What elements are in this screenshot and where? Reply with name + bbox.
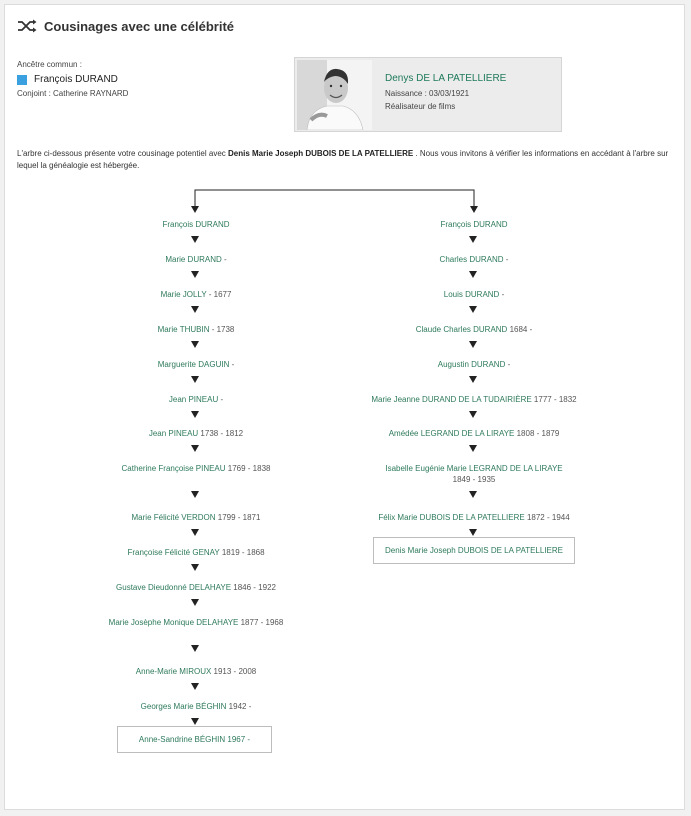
person-dates: - (499, 289, 505, 299)
person-node[interactable] (66, 463, 326, 474)
down-arrow-icon (469, 376, 477, 383)
person-dates: 1738 - 1812 (198, 429, 244, 439)
person-name[interactable]: François DURAND (440, 220, 508, 229)
person-dates: - (221, 254, 227, 264)
person-dates: 1799 - 1871 (215, 513, 261, 523)
person-name[interactable]: Jean PINEAU (168, 394, 219, 404)
person-name[interactable]: Isabelle Eugénie Marie LEGRAND DE LA LIRAYE (385, 464, 563, 474)
person-name[interactable]: Marie JOLLY (160, 289, 207, 299)
person-dates: 1777 - 1832 (531, 394, 577, 404)
down-arrow-icon (469, 411, 477, 418)
person-node[interactable] (66, 547, 326, 558)
person-node[interactable] (66, 617, 326, 628)
down-arrow-icon (469, 341, 477, 348)
branch-connector (5, 5, 686, 220)
person-node[interactable] (66, 324, 326, 335)
person-dates: - (229, 359, 235, 369)
person-name[interactable]: François DURAND (162, 220, 230, 229)
person-name[interactable]: Françoise Félicité GENAY (127, 548, 220, 558)
person-node[interactable] (66, 219, 326, 230)
person-node[interactable] (344, 289, 604, 300)
person-dates: - (503, 254, 509, 264)
person-name[interactable]: Jean PINEAU (148, 429, 199, 439)
celebrity-birth: Naissance : 03/03/1921 (385, 89, 470, 98)
person-name[interactable]: Claude Charles DURAND (415, 324, 508, 334)
down-arrow-icon (469, 529, 477, 536)
person-name[interactable]: Gustave Dieudonné DELAHAYE (116, 583, 232, 592)
person-name[interactable]: Charles DURAND (439, 254, 504, 264)
person-name[interactable]: Augustin DURAND (437, 359, 506, 369)
celebrity-profession: Réalisateur de films (385, 102, 456, 111)
person-dates: 1877 - 1968 (238, 617, 284, 627)
person-dates: 1846 - 1922 (231, 583, 276, 592)
person-node[interactable] (66, 512, 326, 523)
person-node[interactable] (66, 701, 326, 712)
final-person-box[interactable] (373, 537, 575, 564)
person-name[interactable]: Anne-Marie MIROUX (135, 666, 212, 676)
person-node[interactable] (344, 512, 604, 523)
person-dates: - (505, 359, 511, 369)
person-node[interactable] (66, 394, 326, 405)
person-name[interactable]: Marie THUBIN (157, 324, 210, 334)
person-node[interactable] (66, 582, 326, 593)
down-arrow-icon (191, 491, 199, 498)
person-node[interactable] (344, 359, 604, 370)
person-dates: 1872 - 1944 (524, 513, 570, 523)
person-name[interactable]: Marie Félicité VERDON (131, 513, 216, 523)
down-arrow-icon (191, 376, 199, 383)
down-arrow-icon (469, 236, 477, 243)
person-node[interactable] (344, 254, 604, 265)
down-arrow-icon (191, 445, 199, 452)
down-arrow-icon (191, 564, 199, 571)
person-name[interactable]: Marguerite DAGUIN (157, 359, 230, 369)
intro-person: Denis Marie Joseph DUBOIS DE LA PATELLIERE (227, 149, 414, 158)
person-dates: 1913 - 2008 (211, 666, 257, 676)
down-arrow-icon (191, 718, 199, 725)
person-node[interactable] (66, 428, 326, 439)
person-name[interactable]: Marie Jeanne DURAND DE LA TUDAIRIÈRE (371, 394, 532, 404)
person-dates: 1684 - (507, 324, 533, 334)
person-dates: - (218, 394, 224, 404)
down-arrow-icon (191, 599, 199, 606)
down-arrow-icon (469, 491, 477, 498)
down-arrow-icon (191, 341, 199, 348)
person-node[interactable] (344, 394, 604, 405)
person-node[interactable] (66, 359, 326, 370)
person-dates: 1942 - (226, 701, 252, 711)
person-node[interactable] (344, 324, 604, 335)
ancestor-spouse: Conjoint : Catherine RAYNARD (17, 89, 129, 98)
person-node[interactable] (344, 219, 604, 230)
down-arrow-icon (191, 236, 199, 243)
down-arrow-icon (191, 529, 199, 536)
person-node[interactable] (344, 428, 604, 439)
down-arrow-icon (469, 306, 477, 313)
person-name[interactable]: Marie DURAND (165, 254, 222, 264)
down-arrow-icon (469, 271, 477, 278)
person-node[interactable] (66, 289, 326, 300)
cousinage-panel (4, 4, 685, 810)
down-arrow-icon (191, 306, 199, 313)
down-arrow-icon (191, 683, 199, 690)
ancestor-label: Ancêtre commun : (17, 60, 82, 69)
person-name[interactable]: Félix Marie DUBOIS DE LA PATELLIERE (378, 513, 525, 523)
person-name[interactable]: Amédée LEGRAND DE LA LIRAYE (388, 429, 515, 439)
person-name[interactable]: Louis DURAND (443, 289, 500, 299)
final-person-box[interactable] (117, 726, 272, 753)
person-dates: 1819 - 1868 (219, 548, 265, 558)
person-dates: 1849 - 1935 (452, 475, 496, 485)
intro-after: . Nous vous invitons à vérifier les informations en accédant à l'arbre sur lequel la généalogie est hébergée. (17, 149, 669, 170)
person-node[interactable] (66, 666, 326, 677)
person-name[interactable]: Catherine Françoise PINEAU (121, 464, 226, 474)
person-name[interactable]: Anne-Sandrine BÉGHIN 1967 - (138, 734, 251, 744)
page-title: Cousinages avec une célébrité (44, 18, 235, 34)
person-node[interactable] (344, 463, 604, 485)
down-arrow-icon (469, 445, 477, 452)
person-name[interactable]: Georges Marie BÉGHIN (140, 701, 227, 711)
person-name[interactable]: Marie Josèphe Monique DELAHAYE (108, 617, 239, 627)
person-node[interactable] (66, 254, 326, 265)
ancestor-name[interactable]: François DURAND (34, 74, 118, 85)
down-arrow-icon (191, 645, 199, 652)
person-dates: 1808 - 1879 (514, 429, 560, 439)
down-arrow-icon (191, 411, 199, 418)
intro-before: L'arbre ci-dessous présente votre cousinage potentiel avec (17, 149, 228, 158)
person-name[interactable]: Denis Marie Joseph DUBOIS DE LA PATELLIERE (385, 546, 563, 556)
person-dates: 1769 - 1838 (225, 464, 271, 474)
person-dates: - 1677 (206, 289, 232, 299)
person-dates: - 1738 (209, 324, 235, 334)
celebrity-name[interactable]: Denys DE LA PATELLIERE (385, 73, 507, 84)
down-arrow-icon (191, 271, 199, 278)
